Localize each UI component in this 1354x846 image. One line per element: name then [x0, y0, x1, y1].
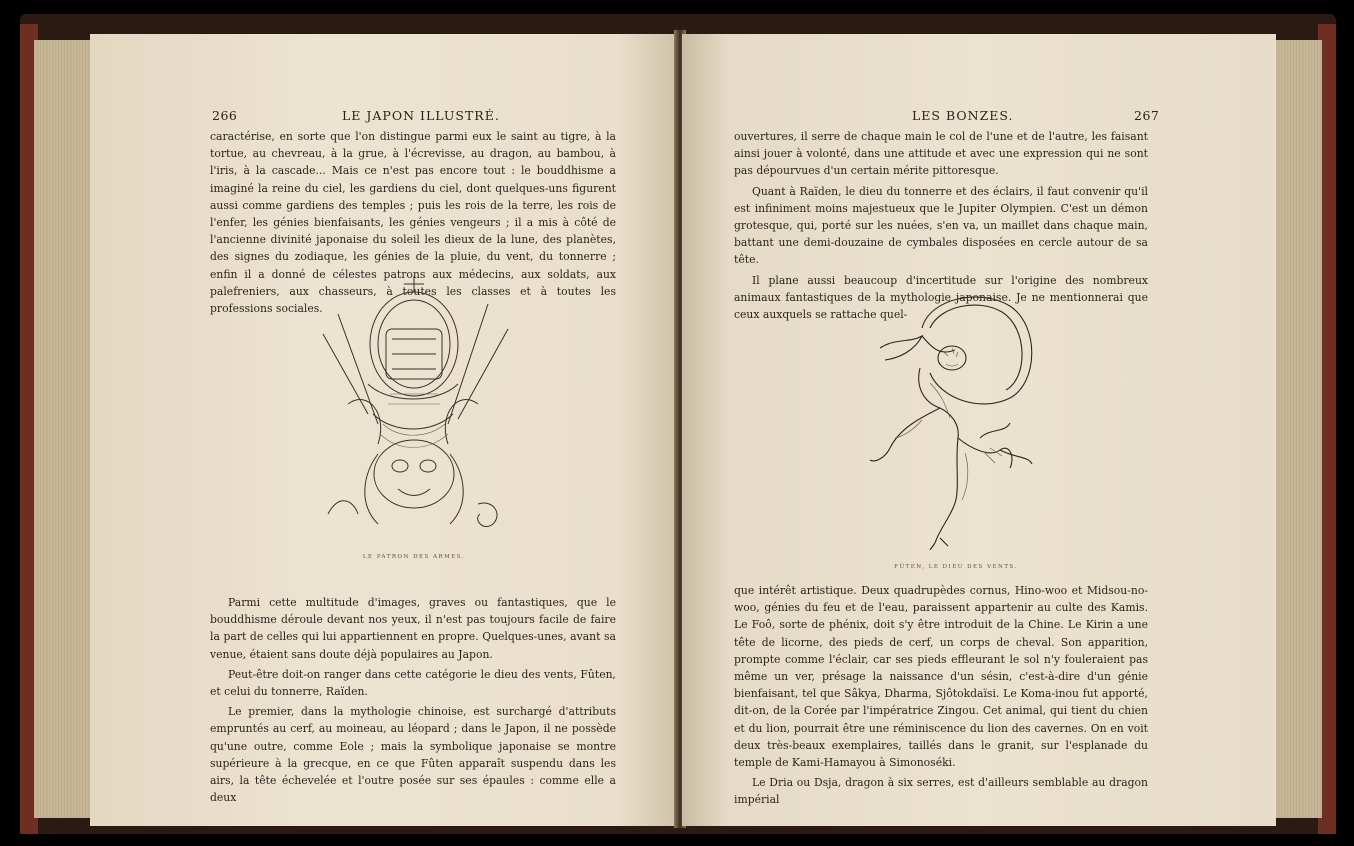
page-edges-left — [34, 40, 92, 818]
paragraph: Quant à Raïden, le dieu du tonnerre et des éclairs, il faut convenir qu'il est infiniment moins majestueux que le Jupiter Olympien. C'est un démon grotesque, qui, porté sur les nuées, s'en va, un maillet dans chaque main, battant une demi-douzaine de cymbales disposées en cercle autour de sa tête. — [734, 184, 1148, 267]
right-running-title: LES BONZES. — [912, 108, 1014, 123]
paragraph: ouvertures, il serre de chaque main le col de l'une et de l'autre, les faisant ainsi jouer à volonté, dans une attitude et avec une expression qui ne sont pas dépourvues d'un certain mérite pittoresque. — [734, 130, 1148, 178]
paragraph: que intérêt artistique. Deux quadrupèdes cornus, Hino-woo et Midsou-no-woo, génies du feu et de l'eau, paraissent appartenir au culte des Kamis. Le Foô, sorte de phénix, doit s'y être introduit de la Chine. Le Kirin a une tête de licorne, des pieds de cerf, un corps de cheval. Son apparition, prompte comme l'éclair, car ses pieds effleurant le sol n'y fouleraient pas même un ver, présage la naissance d'un sésin, c'est-à-dire d'un génie bienfaisant, tel que Sâkya, Dharma, Sjôtokdaïsi. Le Koma-inou fut apporté, dit-on, de la Corée par l'impératrice Zingou. Cet animal, qui tient du chien et du lion, pourrait être une réminiscence du lion des cavernes. On en voit deux très-beaux exemplaires, taillés dans le granit, sur l'esplanade du temple de Kami-Hamayou à Simonoséki. — [734, 584, 1148, 770]
paragraph: Peut-être doit-on ranger dans cette catégorie le dieu des vents, Fûten, et celui du tonnerre, Raïden. — [210, 667, 616, 699]
left-page — [90, 34, 676, 826]
left-text-bottom — [210, 594, 616, 809]
paragraph: Le premier, dans la mythologie chinoise, est surchargé d'attributs empruntés au cerf, au moineau, au léopard ; dans le Japon, il ne possède qu'une outre, comme Eole ; mais la symbolique japonaise se montre supérieure à la grecque, en ce que Fûten apparaît suspendu dans les airs, la tête échevelée et l'outre posée sur ses épaules : comme elle a deux — [210, 705, 616, 805]
paragraph: Il plane aussi beaucoup d'incertitude sur l'origine des nombreux animaux fantastiques de la mythologie japonaise. Je ne mentionnerai que ceux auxquels se rattache quel- — [734, 273, 1148, 322]
patron-des-armes-illustration — [308, 274, 520, 542]
left-figure-caption: LE PATRON DES ARMES. — [362, 554, 466, 560]
futen-dieu-des-vents-illustration — [860, 288, 1052, 550]
right-text-bottom — [734, 582, 1148, 812]
right-page — [682, 34, 1276, 826]
paragraph: Le Dria ou Dsja, dragon à six serres, est d'ailleurs semblable au dragon impérial — [734, 776, 1148, 807]
right-figure-caption: FÛTEN, LE DIEU DES VENTS. — [894, 564, 1018, 570]
paragraph: caractérise, en sorte que l'on distingue parmi eux le saint au tigre, à la tortue, au chevreau, à la grue, à l'écrevisse, au dragon, au bambou, à l'iris, à la cascade... Mais ce n'est pas encore tout : le bouddhisme a imaginé la reine du ciel, les gardiens du ciel, dont quelques-uns figurent aussi comme gardiens des temples ; puis les rois de la terre, les rois de l'enfer, les génies bienfaisants, les génies vengeurs ; il a mis à côté de l'ancienne divinité japonaise du soleil les dieux de la lune, des planètes, des signes du zodiaque, les génies de la pluie, du vent, du tonnerre ; enfin il a donné de célestes patrons aux médecins, aux soldats, aux palefreniers, aux chasseurs, à toutes les classes et à toutes les professions sociales. — [210, 130, 616, 316]
paragraph: Parmi cette multitude d'images, graves ou fantastiques, que le bouddhisme déroule devant nos yeux, il n'est pas toujours facile de faire la part de celles qui lui appartiennent en propre. Quelques-unes, avant sa venue, étaient sans doute déjà populaires au Japon. — [210, 596, 616, 661]
right-page-number: 267 — [1134, 108, 1160, 123]
left-page-number: 266 — [212, 108, 238, 123]
left-running-title: LE JAPON ILLUSTRÉ. — [342, 108, 500, 123]
open-book — [20, 14, 1336, 834]
page-edges-right — [1272, 40, 1322, 818]
